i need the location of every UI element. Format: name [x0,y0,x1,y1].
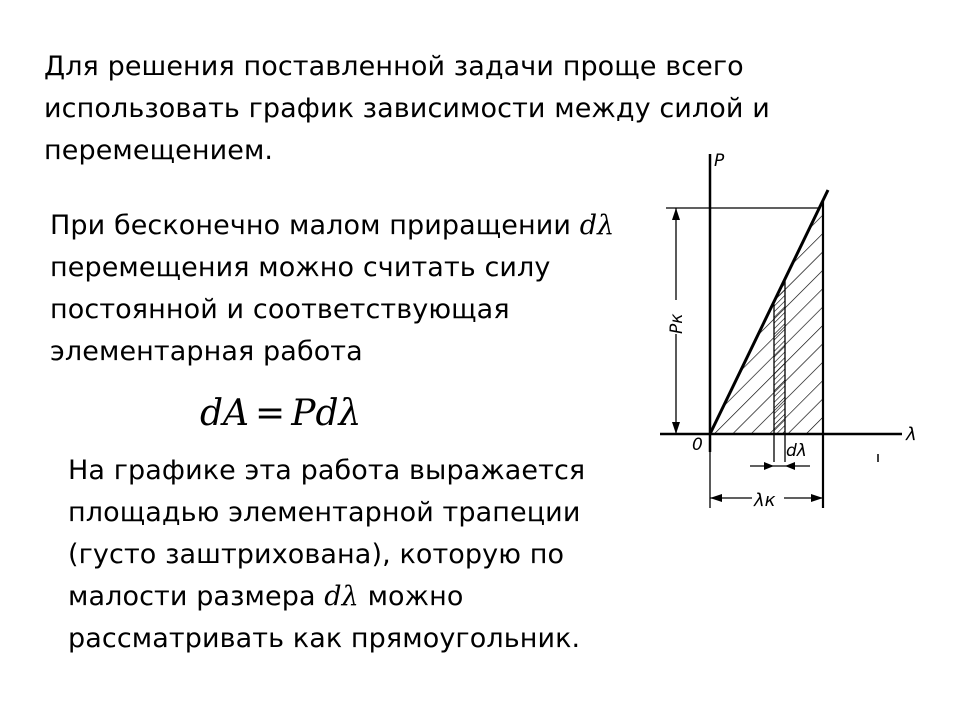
d-lambda-symbol: dλ [579,210,615,241]
lk-label: λк [754,490,776,511]
elementary-strip [774,281,785,434]
formula-rhs: Pdλ [291,393,362,434]
lk-arrow-left [710,494,722,502]
origin-label: 0 [692,435,703,455]
pk-arrow-top [672,208,680,220]
pk-label: Pк [667,313,687,334]
dl-label: dλ [786,441,807,461]
lk-arrow-right [811,494,823,502]
x-axis-label: λ [906,424,917,445]
intro-text: Для решения поставленной задачи проще всего использовать график зависимости между силой и перемещением. [44,51,770,166]
increment-text-1: При бесконечно малом приращении [50,210,580,241]
graph-text-2: можно рассматривать как прямоугольник. [68,581,581,654]
formula-lhs: dA [200,393,250,434]
force-displacement-diagram [640,140,940,540]
work-formula [200,392,361,436]
y-axis-label: P [714,151,725,171]
formula-equals: = [255,393,286,434]
graph-text-1: На графике эта работа выражается площадью элементарной трапеции (густо заштрихована), которую по малости размера [68,455,586,612]
dl-arrow-right [785,462,795,470]
increment-paragraph [50,205,630,373]
pk-arrow-bottom [672,422,680,434]
d-lambda-symbol-2: dλ [324,581,359,612]
increment-text-2: перемещения можно считать силу постоянной и соответствующая элементарная работа [50,252,551,367]
graph-explanation-paragraph [68,450,658,660]
dl-arrow-left [764,462,774,470]
